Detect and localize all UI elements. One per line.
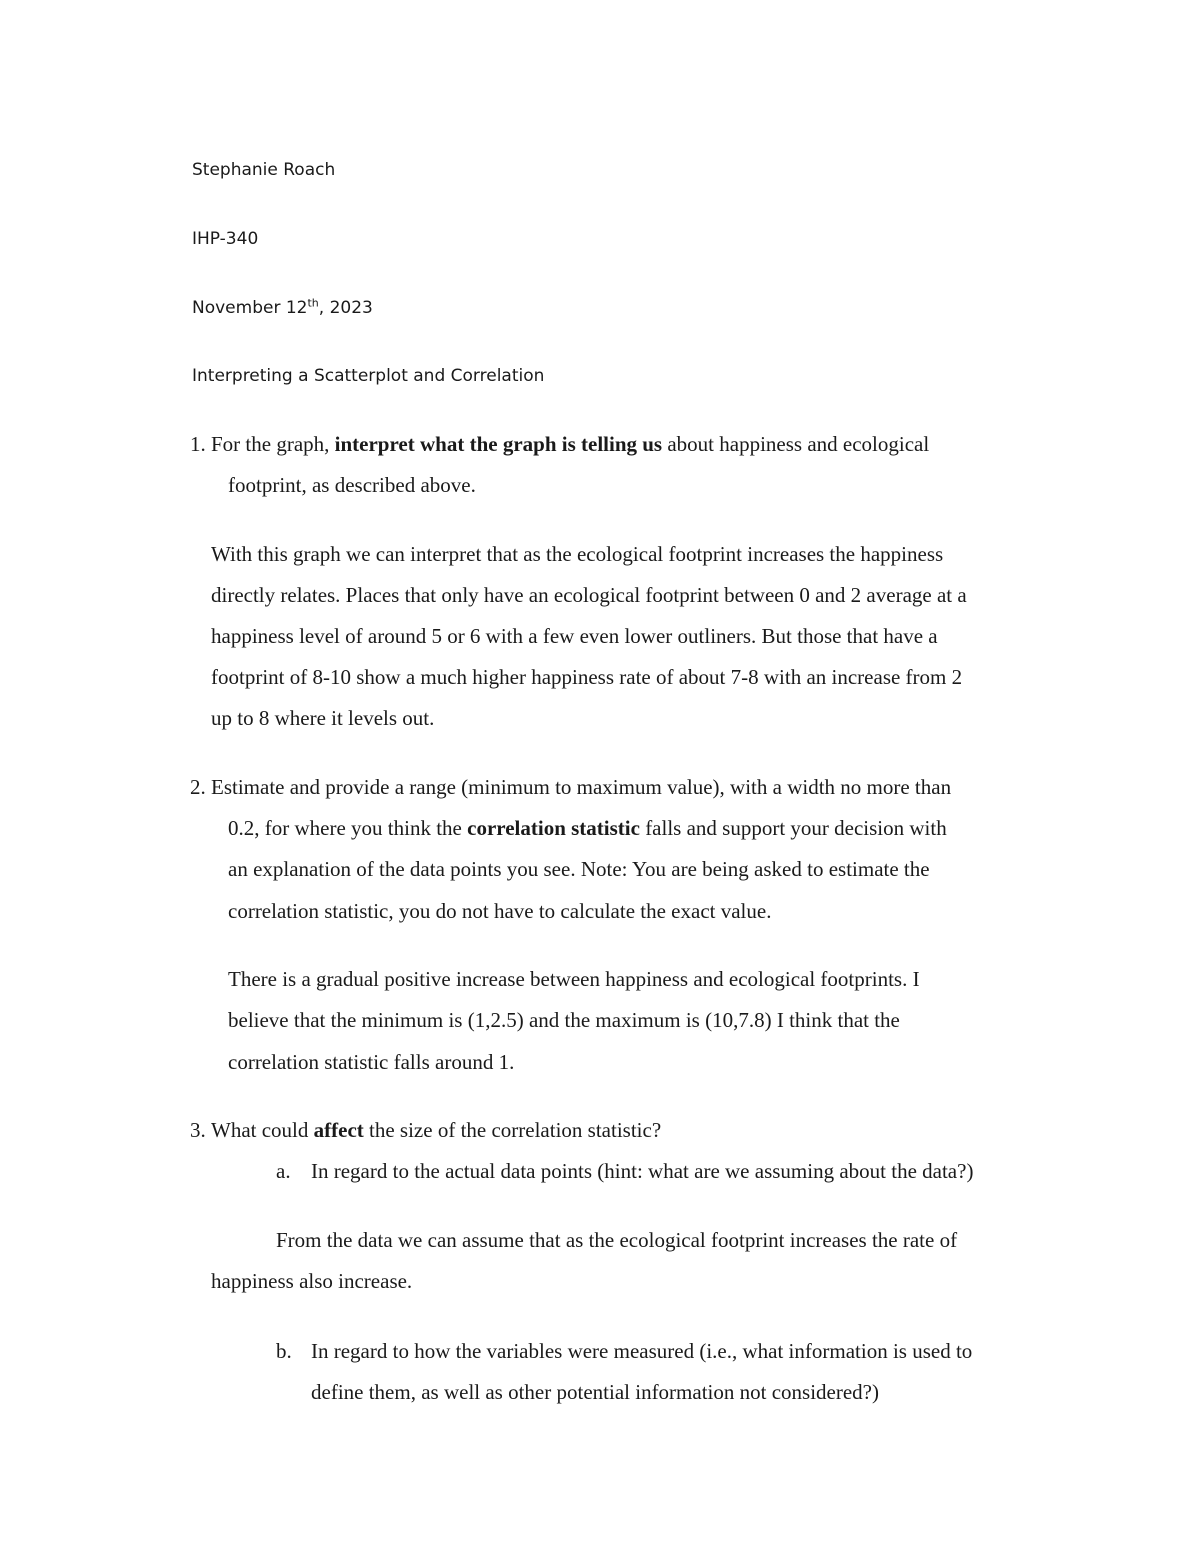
q3a-answer-line1: From the data we can assume that as the ecological footprint increases the rate of [276, 1228, 958, 1252]
q2-prompt-line4: correlation statistic, you do not have to calculate the exact value. [228, 899, 772, 923]
q1-prompt-post: about happiness and ecological [662, 432, 930, 456]
q2-prompt-line2 [228, 814, 947, 842]
q1-prompt-line1 [211, 430, 929, 458]
q2-prompt-bold: correlation statistic [467, 816, 640, 840]
q3b-label: b. [276, 1339, 292, 1363]
date-suffix: , 2023 [318, 298, 373, 318]
q3-number: 3. [190, 1118, 206, 1142]
date-ordinal: th [307, 296, 319, 310]
q1-answer-line: directly relates. Places that only have an ecological footprint between 0 and 2 average at a [211, 583, 967, 607]
document-title: Interpreting a Scatterplot and Correlation [192, 366, 545, 386]
q2-number: 2. [190, 775, 206, 799]
q1-prompt-bold: interpret what the graph is telling us [334, 432, 663, 456]
date-prefix: November 12 [192, 298, 308, 318]
q3-prompt-post: the size of the correlation statistic? [363, 1118, 662, 1142]
q3-prompt-line1 [211, 1116, 661, 1144]
q2-answer-line: correlation statistic falls around 1. [228, 1050, 515, 1074]
course-code: IHP-340 [192, 229, 259, 249]
q1-answer-line: footprint of 8-10 show a much higher happiness rate of about 7-8 with an increase from 2 [211, 665, 963, 689]
q2-answer-line: believe that the minimum is (1,2.5) and the maximum is (10,7.8) I think that the [228, 1008, 900, 1032]
q3a-label: a. [276, 1159, 291, 1183]
q1-answer-line: happiness level of around 5 or 6 with a few even lower outliners. But those that have a [211, 624, 938, 648]
q3b-prompt-line1: In regard to how the variables were measured (i.e., what information is used to [311, 1339, 973, 1363]
q2-prompt-pre: 0.2, for where you think the [228, 816, 468, 840]
q3a-prompt: In regard to the actual data points (hint: what are we assuming about the data?) [311, 1159, 974, 1183]
q1-prompt-pre: For the graph, [211, 432, 335, 456]
q2-prompt-line1: Estimate and provide a range (minimum to maximum value), with a width no more than [211, 775, 952, 799]
q1-answer-line: With this graph we can interpret that as the ecological footprint increases the happiness [211, 542, 944, 566]
author-name: Stephanie Roach [192, 160, 336, 180]
document-date [192, 296, 373, 320]
q1-number: 1. [190, 432, 206, 456]
q3-prompt-bold: affect [313, 1118, 364, 1142]
q3-prompt-pre: What could [211, 1118, 314, 1142]
q1-prompt-line2: footprint, as described above. [228, 473, 476, 497]
q2-prompt-line3: an explanation of the data points you see. Note: You are being asked to estimate the [228, 857, 930, 881]
q2-answer-line: There is a gradual positive increase between happiness and ecological footprints. I [228, 967, 920, 991]
q3b-prompt-line2: define them, as well as other potential information not considered?) [311, 1380, 879, 1404]
q1-answer-line: up to 8 where it levels out. [211, 706, 435, 730]
q2-prompt-post: falls and support your decision with [639, 816, 947, 840]
q3a-answer-line2: happiness also increase. [211, 1269, 413, 1293]
